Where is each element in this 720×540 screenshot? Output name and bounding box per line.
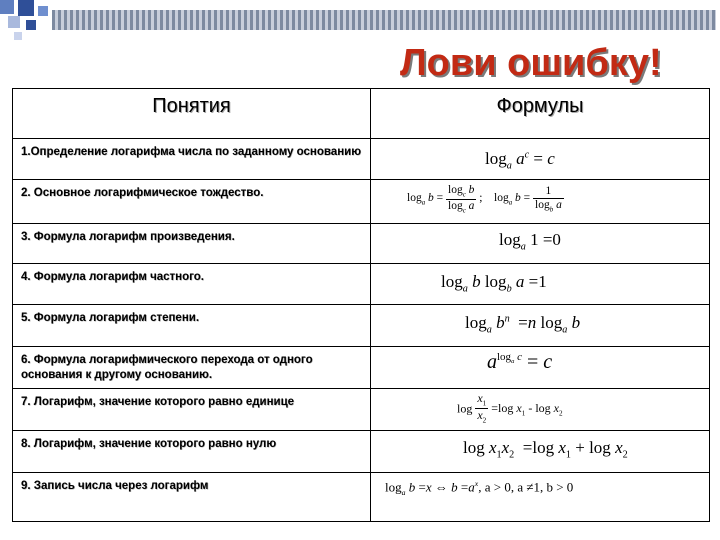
header-stripe [52, 10, 716, 30]
formula-cell [371, 224, 710, 264]
decor-square-4 [26, 20, 36, 30]
formula-cell [371, 389, 710, 431]
decor-square-2 [18, 0, 34, 16]
formula-9: $\log_a b =x$ ⇔ $b =a^x$, a > 0, a ≠1, b > 0 [385, 479, 574, 497]
concept-cell: 1.Определение логарифма числа по заданному основанию [13, 139, 371, 180]
table-row [13, 264, 710, 305]
formula-cell [371, 347, 710, 389]
concept-cell: 7. Логарифм, значение которого равно единице [13, 389, 371, 431]
formula-8: $\log x_1x_2 =\log$ $x_1 + \log x_2$ [463, 438, 628, 461]
formula-4: $\log_a b$ $\log_b a =1$ [441, 272, 547, 295]
decor-square-5 [38, 6, 48, 16]
formula-cell [371, 180, 710, 224]
formula-1: $\log_a a^c = c$ [485, 149, 555, 172]
formula-cell [371, 305, 710, 347]
decor-square-1 [0, 0, 14, 14]
header-formulas: Формулы [371, 89, 710, 139]
concept-cell: 8. Логарифм, значение которого равно нулю [13, 431, 371, 473]
formula-cell [371, 473, 710, 522]
concept-cell: 9. Запись числа через логарифм [13, 473, 371, 522]
formula-cell [371, 264, 710, 305]
concept-cell: 5. Формула логарифм степени. [13, 305, 371, 347]
page-title: Лови ошибку! [400, 42, 662, 84]
formula-2: $\log_a b$ = $\frac{\log_c b}{\log_c a}$ ; $\log_a b$ = $\frac{1}{\log_b a}$ [407, 184, 562, 215]
formula-3: $\log_a 1 =0$ [499, 230, 561, 253]
formula-cell [371, 139, 710, 180]
concept-cell: 2. Основное логарифмическое тождество. [13, 180, 371, 224]
table-row [13, 389, 710, 431]
table-row [13, 347, 710, 389]
table-row [13, 431, 710, 473]
formula-5: $\log_a b^n =n$ $\log_a b$ [465, 313, 581, 336]
concept-cell: 6. Формула логарифмического перехода от одного основания к другому основанию. [13, 347, 371, 389]
decor-square-6 [14, 32, 22, 40]
table-row [13, 180, 710, 224]
table-row [13, 305, 710, 347]
concept-cell: 4. Формула логарифм частного. [13, 264, 371, 305]
formulas-table [12, 88, 710, 522]
concept-cell: 3. Формула логарифм произведения. [13, 224, 371, 264]
table-row [13, 224, 710, 264]
formula-6: $a^{log_a c} = c$ [487, 351, 553, 373]
header-concepts: Понятия [13, 89, 371, 139]
table-row [13, 473, 710, 522]
table-row [13, 139, 710, 180]
formula-cell [371, 431, 710, 473]
table-header-row [13, 89, 710, 139]
formula-7: log $\frac{x_1}{x_2}$ =log $x_1$ - $\log x_2$ [457, 391, 563, 425]
decor-square-3 [8, 16, 20, 28]
